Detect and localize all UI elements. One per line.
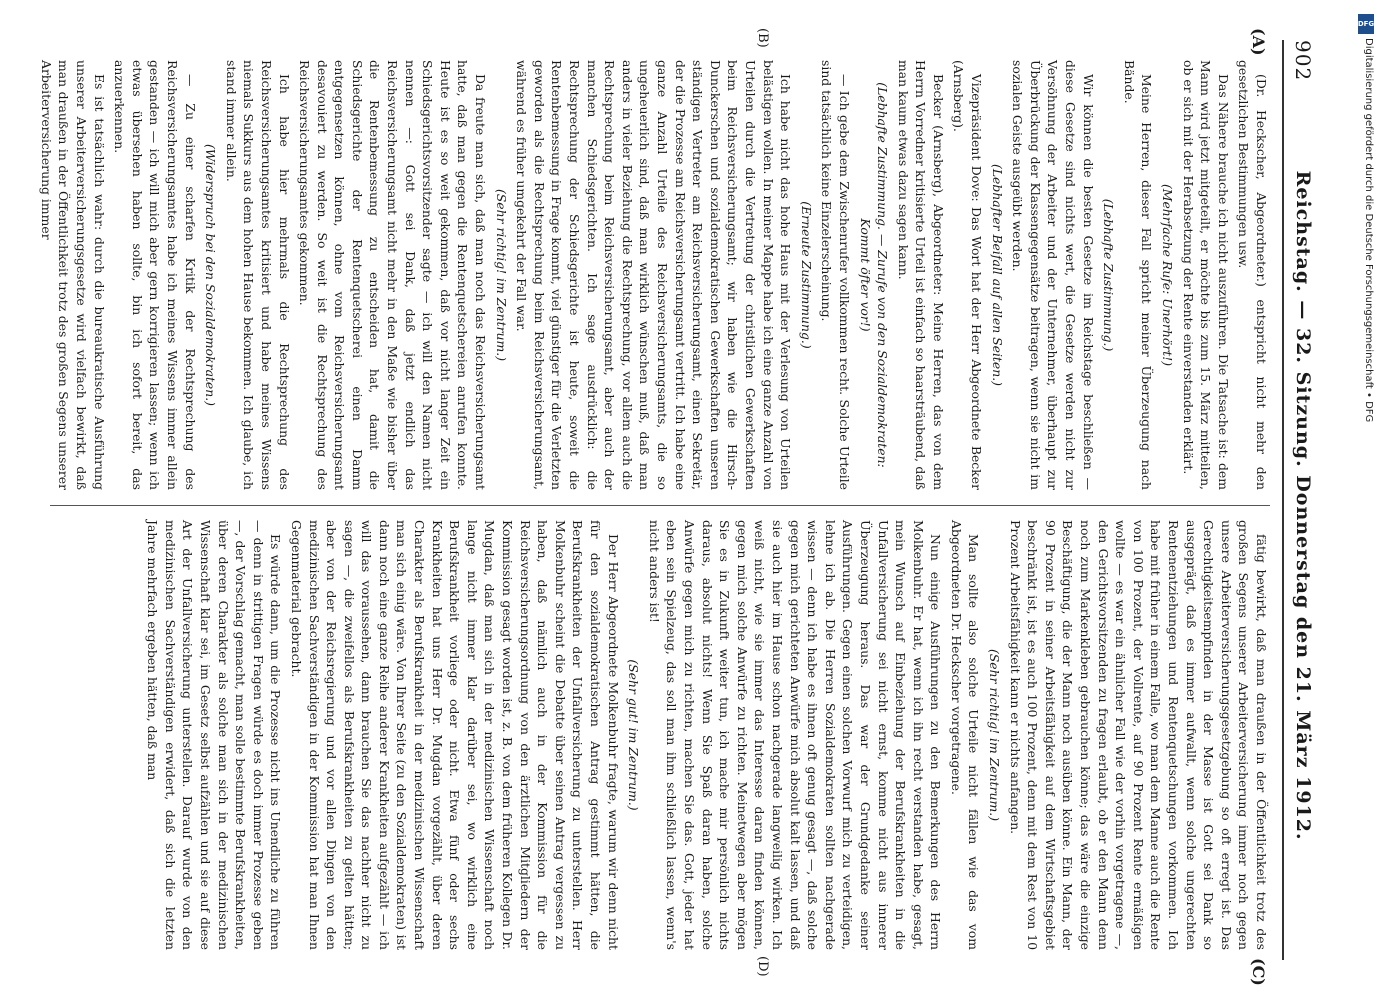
paragraph: Vizepräsident Dove: Das Wort hat der Herr Abgeordnete Becker (Arnsberg). [951, 60, 985, 490]
paragraph: (Sehr richtig! im Zentrum.) [493, 188, 509, 362]
paragraph: Ich habe hier mehrmals die Rechtsprechung des Reichsversicherungsamtes kritisiert und habe meines Wissens niemals Sukkurs aus dem hohen Hause bekommen. Ich glaube, ich stand immer allein. [223, 60, 292, 490]
paragraph: Becker (Arnsberg), Abgeordneter: Meine Herren, das von dem Herrn Vorredner kritisierte Urteil ist einfach so haarsträubend, daß man kaum etwas dazu sagen kann. [895, 60, 946, 490]
paragraph: (Sehr richtig! im Zentrum.) [987, 648, 1003, 822]
margin-marker-a: (A) [1249, 28, 1268, 56]
page-title: Reichstag. — 32. Sitzung. Donnerstag den 21. März 1912. [1292, 170, 1314, 841]
paragraph: (Erneute Zustimmung.) [798, 201, 814, 349]
paragraph: Da freute man sich, daß man noch das Reichsversicherungsamt hatte, daß man gegen die Rentenquetschereien anrufen konnte. Heute ist es so weit gekommen, daß vor nicht langer Zeit ein Schiedsgerichtsvorsitzender sagte — ich will den Namen nicht nennen —: Gott sei Dank, daß jetzt endlich das Reichsversicherungsamt nicht mehr in den Maße wie bisher über die Rentenbemessung zu entscheiden hat, damit die Schiedsgerichte der Rentenquetscherei einen Damm entgegensetzen können, ohne vom Reichsversicherungsamt desavouiert zu werden. So weit ist die Rechtsprechung des Reichsversicherungsamtes gekommen. [297, 60, 489, 490]
page-header [1286, 40, 1320, 960]
page-number: 902 [1291, 40, 1315, 82]
right-text-column [50, 520, 1270, 950]
paragraph: Nun einige Ausführungen zu den Bemerkungen des Herrn Molkenbuhr. Er hat, wenn ich ihn recht verstanden habe, gesagt, mein Wunsch auf Einbeziehung der Berufskrankheiten in die Unfallversicherung sei nicht ernst, komme nicht aus innerer Überzeugung heraus. Das war der Grundgedanke seiner Ausführungen. Gegen einen solchen Vorwurf mich zu verteidigen, lehne ich ab. Die Herren Sozialdemokraten sollten nachgerade wissen — denn ich habe es ihnen oft genug gesagt —, daß solche gegen mich gerichteten Anwürfe mich absolut kalt lassen, und daß sie auch hier im Hause schon nachgerade langweilig wirken. Ich weiß nicht, wie sie immer das Interesse daran finden können, gegen mich solche Anwürfe zu richten. Meinetwegen aber mögen Sie es in Zukunft weiter tun, ich mache mir persönlich nichts daraus, absolut nichts! Wenn Sie Spaß daran haben, solche Anwürfe gegen mich zu richten, machen Sie das. Gott, jeder hat eben sein Spielzeug, das soll man ihm schließlich lassen, wenn's nicht anders ist! [646, 520, 944, 950]
paragraph: — Zu einer scharfen Kritik der Rechtsprechung des Reichsversicherungsamtes habe ich meines Wissens immer allein gestanden — ich will mich aber gern korrigieren lassen; wenn ich etwas übersehen haben sollte, bin ich sofort bereit, das anzuerkennen. [112, 60, 198, 490]
digitization-credit: Digitalisierung gefördert durch die Deutsche Forschungsgemeinschaft • DFG [1363, 38, 1374, 423]
margin-marker-d: (D) [755, 956, 770, 977]
paragraph: (Lebhafte Zustimmung. — Zurufe von den Sozialdemokraten: Kommt öfter vor!) [857, 82, 891, 468]
paragraph: Ich habe nicht das hohe Haus mit der Verlesung von Urteilen belästigen wollen. In meiner Mappe habe ich eine ganze Anzahl von Urteilen durch die Vertretung der christlichen Gewerkschaften beim Reichsversicherungsamt; wir haben wie die Hirsch-Dunckerschen und sozialdemokratischen Gewerkschaften unseren ständigen Vertreter am Reichsversicherungsamt, einen Sekretär, der die Prozesse am Reichsversicherungsamt vertritt. Ich habe eine ganze Anzahl Urteile des Reichsversicherungsamts, die so ungeheuerlich sind, daß man wirklich wünschen muß, daß man anders in vieler Beziehung die Rechtsprechung, vor allem auch die Rechtsprechung beim Reichsversicherungsamt, aber auch der manchen Schiedsgerichten. Ich sage ausdrücklich: die Rechtsprechung der Schiedsgerichte ist heute, soweit die Rentenbemessung in Frage kommt, viel günstiger für die Verletzten geworden als die Rechtsprechung beim Reichsversicherungsamt, während es früher umgekehrt der Fall war. [514, 60, 794, 490]
paragraph: Es würde dann, um die Prozesse nicht ins Unendliche zu führen — denn in strittigen Fragen würde es doch immer Prozesse geben —, der Vorschlag gemacht, man solle bestimmte Berufskrankheiten, über deren Charakter als solche man sich in der medizinischen Wissenschaft klar sei, im Gesetz selbst aufzählen und sie auf diese Art der Unfallversicherung unterstellen. Darauf wurde von den medizinischen Sachverständigen erwidert, daß sich die letzten Jahre mehrfach ergeben hätten, daß man [145, 520, 284, 950]
paragraph: Wir können die besten Gesetze im Reichstage beschließen — diese Gesetze sind nichts wert, die Gesetze werden nicht zur Versöhnung der Arbeiter und der Unternehmer, überhaupt zur Überbrückung der Klassengegensätze beitragen, wenn sie nicht im sozialen Geiste ausgeübt werden. [1010, 60, 1096, 490]
paragraph: (Lebhafter Beifall auf allen Seiten.) [989, 164, 1005, 386]
header-rule [1282, 40, 1284, 960]
dfg-logo: DFG [1358, 14, 1374, 34]
margin-marker-c: (C) [1249, 958, 1268, 986]
paragraph: fätig bewirkt, daß man draußen in der Öffentlichkeit trotz des großen Segens unserer Arbeiterversicherung immer noch gegen unsere Arbeiterversicherungsgesetzgebung so oft erregt ist. Das Gerechtigkeitsempfinden in der Masse ist Gott sei Dank so ausgeprägt, daß es immer aufwallt, wenn solche ungerechten Rentenentziehungen und Rentenquetschungen vorkommen. Ich habe mit früher in einem Falle, wo man dem Manne auch die Rente von 100 Prozent, der Vollrente, auf 90 Prozent Rente ermäßigen wollte — es war ein ähnlicher Fall wie der vorhin vorgetragene —, den Gerichtsvorsitzenden zu fragen erlaubt, ob er den Mann denn noch zum Markenkleben gebrauchen könne; das wäre die einzige Beschäftigung, die der Mann noch ausüben könne. Ein Mann, der 90 Prozent in seiner Arbeitsfähigkeit auf dem Wirtschaftsgebiet beschränkt ist, ist es auch 100 Prozent, denn mit dem Rest von 10 Prozent Arbeitsfähigkeit kann er nichts anfangen. [1007, 520, 1269, 950]
paragraph: (Mehrfache Rufe: Unerhört!) [1160, 183, 1176, 367]
paragraph: (Sehr gut! im Zentrum.) [626, 659, 642, 811]
paragraph: — Ich gebe dem Zwischenrufer vollkommen recht. Solche Urteile sind tatsächlich keine Einzelerscheinung. [819, 60, 852, 490]
paragraph: Der Herr Abgeordnete Molkenbuhr fragte, warum wir denn nicht für den sozialdemokratischen Antrag gestimmt hätten, die Berufskrankheiten der Unfallversicherung zu unterstellen. Herr Molkenbuhr scheint die Debatte über seinen Antrag vergessen zu haben, daß nämlich auch in der Kommission für die Reichsversicherungsordnung von den ärztlichen Mitgliedern der Kommission gesagt worden ist, z. B. von dem früheren Kollegen Dr. Mugdan, daß man sich in der medizinischen Wissenschaft noch lange nicht immer klar darüber sei, wo wirklich eine Berufskrankheit vorliege oder nicht. Etwa fünf oder sechs Krankheiten hat uns Herr Dr. Mugdan vorgezählt, über deren Charakter als Berufskrankheit in der medizinischen Wissenschaft man sich einig wäre. Von Ihrer Seite (zu den Sozialdemokraten) ist dann noch eine ganze Reihe anderer Krankheiten aufgezählt — ich will das voraussehen, dann brauchen Sie das nachher nicht zu sagen —, die zweifellos als Berufskrankheiten zu gelten hätten; aber von der Reichsregierung und vor allen Dingen von den medizinischen Sachverständigen in der Kommission hat man Ihnen Gegenmaterial gebracht. [288, 520, 621, 950]
paragraph: (Widerspruch bei den Sozialdemokraten.) [203, 143, 219, 407]
paragraph: (Dr. Heckscher, Abgeordneter.) entspricht nicht mehr den gesetzlichen Bestimmungen usw. [1236, 60, 1269, 490]
left-text-column [38, 60, 1270, 490]
paragraph: (Lebhafte Zustimmung.) [1101, 198, 1117, 352]
scanned-page [30, 20, 1330, 986]
digitization-footer [1356, 14, 1376, 984]
paragraph: Es ist tatsächlich wahr: durch die bureaukratische Ausführung unserer Arbeiterversicherungsgesetze wird vielfach bewirkt, daß man draußen in der Öffentlichkeit trotz des großen Segens unserer Arbeiterversicherung immer [38, 60, 107, 490]
column-divider [50, 505, 1270, 506]
paragraph: Man sollte also solche Urteile nicht fällen wie das vom Abgeordneten Dr. Heckscher vorgetragene. [948, 520, 982, 950]
paragraph: Das Nähere brauche ich nicht auszuführen. Die Tatsache ist: dem Mann wird jetzt mitgeteilt, er möchte bis zum 15. März mitteilen, ob er sich mit der Herabsetzung der Rente einverstanden erklärt. [1180, 60, 1231, 490]
paragraph: Meine Herren, dieser Fall spricht meiner Überzeugung nach Bände. [1121, 60, 1155, 490]
margin-marker-b: (B) [755, 28, 770, 48]
